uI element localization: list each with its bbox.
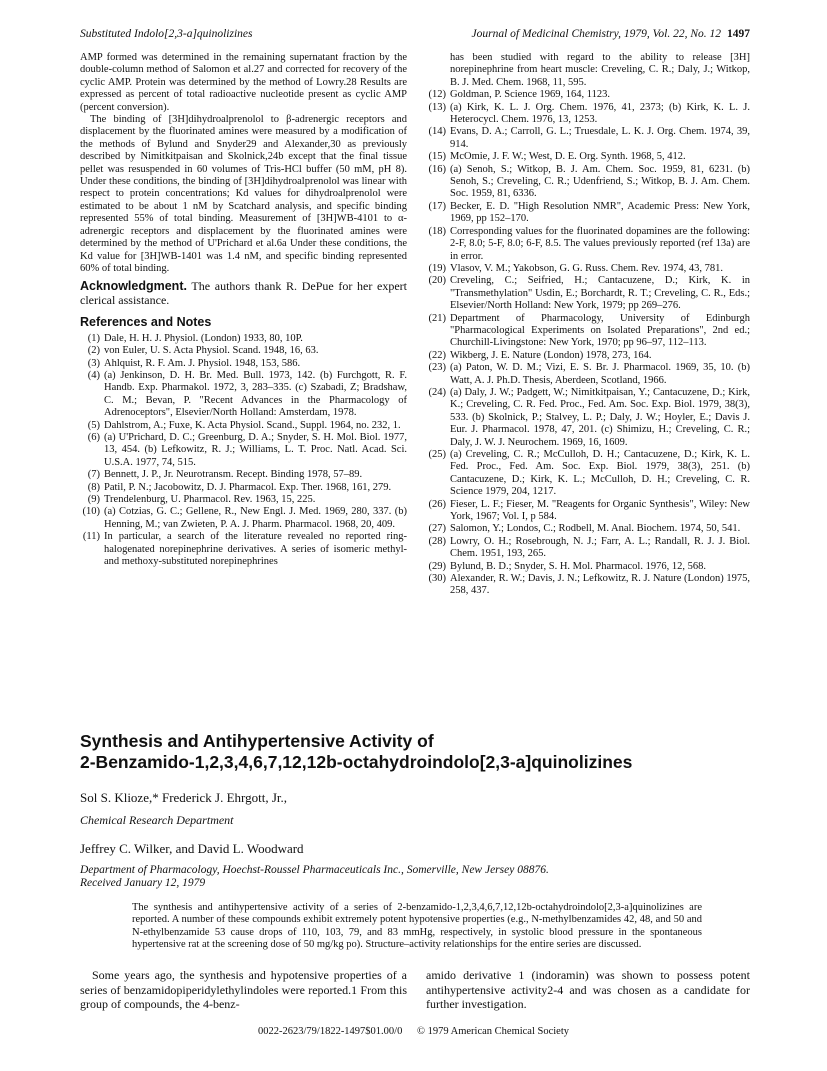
reference-item [80, 531, 407, 568]
reference-item [426, 201, 750, 226]
page-number: 1497 [727, 28, 750, 40]
reference-number: (29) [428, 560, 446, 572]
reference-number: (14) [428, 126, 446, 138]
reference-text: Lowry, O. H.; Rosebrough, N. J.; Farr, A. L.; Randall, R. J. J. Biol. Chem. 1951, 193, 265. [450, 535, 750, 560]
reference-text: (a) Paton, W. D. M.; Vizi, E. S. Br. J. Pharmacol. 1969, 35, 10. (b) Watt, A. J. Ph.D. Thesis, Aberdeen, Scotland, 1966. [450, 362, 750, 386]
acknowledgment-label: Acknowledgment. [80, 279, 187, 294]
reference-item [426, 362, 750, 387]
reference-text: (a) Senoh, S.; Witkop, B. J. Am. Chem. Soc. 1959, 81, 6231. (b) Senoh, S.; Creveling, C. R.; Udenfriend, S.; Witkop, B. J. Am. Chem. Soc. 1959, 81, 6336. [450, 163, 750, 200]
reference-text: Wikberg, J. E. Nature (London) 1978, 273, 164. [450, 349, 652, 361]
journal-citation: Journal of Medicinal Chemistry, 1979, Vol. 22, No. 12 [471, 28, 721, 40]
reference-number: (8) [87, 481, 100, 493]
reference-text: Creveling, C.; Seifried, H.; Cantacuzene, D.; Kirk, K. in "Transmethylation" Usdin, E.; Borchardt, R. T.; Creveling, C. R., Eds.; Elsevier/North Holland: New York, 1979; pp 269–276. [450, 275, 750, 312]
reference-number: (5) [87, 419, 100, 431]
reference-number: (13) [428, 101, 446, 113]
reference-text: Vlasov, V. M.; Yakobson, G. G. Russ. Chem. Rev. 1974, 43, 781. [450, 262, 724, 274]
reference-text: (a) Kirk, K. L. J. Org. Chem. 1976, 41, 2373; (b) Kirk, K. L. J. Heterocycl. Chem. 1976, 13, 1253. [450, 101, 750, 126]
reference-item [80, 494, 407, 506]
reference-item [426, 387, 750, 449]
reference-item [426, 536, 750, 561]
reference-text: (a) Jenkinson, D. H. Br. Med. Bull. 1973, 142. (b) Furchgott, R. F. Handb. Exp. Pharmakol. 1972, 3, 283–335. (c) Szabadi, Z; Bradshaw, C. M.; Bevan, P. "Recent Advances in the Pharmacology of Adrenoceptors", Elsevier/North Holland: Amsterdam, 1978. [104, 369, 407, 419]
reference-number: (16) [428, 163, 446, 175]
article-title-line1: Synthesis and Antihypertensive Activity of [80, 731, 434, 751]
reference-text: In particular, a search of the literature revealed no reported ring-halogenated norepinephrine derivatives. A series of isomeric methyl- and methoxy-substituted norepinephrines [104, 531, 407, 568]
intro-left: Some years ago, the synthesis and hypotensive properties of a series of benzamidopiperidylethylindoles were reported.1 From this group of compounds, the 4-benz- [80, 968, 407, 1011]
reference-number: (9) [87, 494, 100, 505]
reference-number: (10) [82, 506, 100, 518]
reference-text: Department of Pharmacology, University of Edinburgh "Pharmacological Experiments on Isolated Preparations", 2nd ed.; Churchill-Livingstone: New York, 1970; pp 96–97, 112–113. [450, 312, 750, 349]
reference-number: (11) [82, 531, 100, 543]
copyright: © 1979 American Chemical Society [416, 1026, 570, 1037]
reference-item [426, 350, 750, 362]
reference-item [80, 469, 407, 481]
reference-number: (17) [428, 200, 446, 212]
reference-item [80, 358, 407, 370]
reference-text: Fieser, L. F.; Fieser, M. "Reagents for Organic Synthesis", Wiley: New York, 1967; Vol. I, p 584. [450, 498, 750, 523]
reference-text: Dale, H. H. J. Physiol. (London) 1933, 80, 10P. [104, 332, 303, 344]
reference-number: (25) [428, 449, 446, 460]
running-head [80, 28, 750, 40]
article-header [80, 731, 750, 951]
references-list-right [426, 89, 750, 598]
reference-text: Evans, D. A.; Carroll, G. L.; Truesdale, L. K. J. Org. Chem. 1974, 39, 914. [450, 126, 750, 150]
reference-text: (a) Daly, J. W.; Padgett, W.; Nimitkitpaisan, Y.; Cantacuzene, D.; Kirk, K.; Creveling, C. R. Fed. Proc., Fed. Am. Soc. Exp. Biol. 1979, 38(3), 533. (b) Skolnick, P.; Stalvey, L. P.; Daly, J. W.; Hoyler, E.; Davis J. Eur. J. Pharmacol. 1978, 47, 201. (c) Shimizu, H.; Creveling, C. R.; Daly, J. W. J. Neurochem. 1969, 16, 1609. [450, 386, 750, 448]
reference-continuation: has been studied with regard to the ability to release [3H] norepinephrine from heart muscle: Creveling, C. R.; Daly, J.; Witkop, B. J. Med. Chem. 1968, 11, 595. [450, 52, 750, 88]
reference-item [426, 499, 750, 524]
reference-number: (4) [87, 369, 100, 381]
reference-text: Ahlquist, R. F. Am. J. Physiol. 1948, 153, 586. [104, 357, 301, 369]
references-heading: References and Notes [80, 315, 212, 330]
reference-text: Goldman, P. Science 1969, 164, 1123. [450, 89, 611, 101]
reference-text: Dahlstrom, A.; Fuxe, K. Acta Physiol. Scand., Suppl. 1964, no. 232, 1. [104, 419, 401, 431]
reference-text: Becker, E. D. "High Resolution NMR", Academic Press: New York, 1969, pp 152–170. [450, 200, 750, 225]
reference-text: (a) U'Prichard, D. C.; Greenburg, D. A.; Snyder, S. H. Mol. Biol. 1977, 13, 454. (b) Lefkowitz, R. J.; Williams, L. T. Proc. Natl. Acad. Sci. U.S.A. 1977, 74, 515. [104, 431, 407, 468]
reference-item [426, 126, 750, 151]
author-list-2: Jeffrey C. Wilker, and David L. Woodward [80, 841, 304, 856]
reference-number: (12) [428, 89, 446, 101]
reference-text: Alexander, R. W.; Davis, J. N.; Lefkowitz, R. J. Nature (London) 1975, 258, 437. [450, 573, 750, 597]
reference-number: (1) [87, 332, 100, 344]
reference-text: Patil, P. N.; Jacobowitz, D. J. Pharmacol. Exp. Ther. 1968, 161, 279. [104, 481, 392, 493]
affiliation: Department of Pharmacology, Hoechst-Roussel Pharmaceuticals Inc., Somerville, New Jersey 08876. [80, 864, 549, 876]
department-2 [80, 864, 750, 890]
department-1: Chemical Research Department [80, 813, 234, 827]
reference-text: (a) Creveling, C. R.; McCulloh, D. H.; Cantacuzene, D.; Kirk, K. L. Fed. Proc., Fed. Am. Soc. Exp. Biol. 1979, 38(3), 251. (b) Cantacuzene, D.; Kirk, K. L.; McCulloh, D. H.; Creveling, C. R. Science 1979, 204, 1217. [450, 449, 750, 498]
intro-right: amido derivative 1 (indoramin) was shown to possess potent antihypertensive activity2-4 and was chosen as a candidate for further investigation. [426, 968, 750, 1011]
reference-item [80, 432, 407, 469]
reference-number: (23) [428, 362, 446, 374]
running-head-left: Substituted Indolo[2,3-a]quinolizines [80, 28, 253, 40]
reference-item [80, 345, 407, 357]
reference-number: (30) [428, 573, 446, 585]
references-list-left [80, 333, 407, 569]
reference-number: (3) [87, 357, 100, 369]
running-head-right [472, 28, 750, 40]
reference-item [80, 333, 407, 345]
reference-text: Salomon, Y.; Londos, C.; Rodbell, M. Anal. Biochem. 1974, 50, 541. [450, 523, 741, 535]
received-date: Received January 12, 1979 [80, 877, 206, 889]
reference-text: Bennett, J. P., Jr. Neurotransm. Recept. Binding 1978, 57–89. [104, 469, 363, 481]
left-column [80, 52, 407, 568]
reference-text: (a) Cotzias, G. C.; Gellene, R., New Engl. J. Med. 1969, 280, 337. (b) Henning, M.; van Zwieten, P. A. J. Pharm. Pharmacol. 1968, 20, 409. [104, 506, 407, 530]
reference-number: (2) [87, 345, 100, 357]
reference-number: (24) [428, 386, 446, 398]
author-list-1: Sol S. Klioze,* Frederick J. Ehrgott, Jr., [80, 790, 288, 805]
body-paragraph: AMP formed was determined in the remaining supernatant fraction by the double-column method of Salomon et al.27 and corrected for recovery of the cyclic AMP. Protein was determined by the method of Lowry.28 Results are expressed as percent of total radioactive nucleotide present as cyclic AMP (percent conversion). [80, 52, 407, 113]
reference-number: (26) [428, 498, 446, 510]
abstract: The synthesis and antihypertensive activity of a series of 2-benzamido-1,2,3,4,6,7,12,12b-octahydroindolo[2,3-a]quinolizines are reported. A number of these compounds exhibit extremely potent hypotensive properties (e.g., N-methylbenzamides 42, 48, and 50 and N-ethylbenzamide 53 cause drops of 110, 103, 79, and 83 mmHg, respectively, in systolic blood pressure in the spontaneous hypertensive rat at the screening dose of 50 mg/kg po). Structure–activity relationships for the entire series are discussed. [132, 902, 702, 950]
reference-number: (20) [428, 275, 446, 287]
reference-item [80, 370, 407, 420]
reference-number: (15) [428, 151, 446, 163]
reference-item [426, 164, 750, 201]
reference-item [426, 151, 750, 163]
acknowledgment-text: The authors thank R. DePue for her expert clerical assistance. [80, 279, 407, 307]
reference-number: (6) [87, 431, 100, 443]
reference-number: (19) [428, 262, 446, 274]
reference-item [80, 420, 407, 432]
reference-item [426, 89, 750, 101]
reference-item [426, 561, 750, 573]
reference-item [80, 506, 407, 531]
reference-number: (7) [87, 469, 100, 481]
reference-text: Corresponding values for the fluorinated dopamines are the following: 2-F, 8.0; 5-F, 8.0; 6-F, 8.5. The values previously reported (ref 13a) are in error. [450, 225, 750, 262]
reference-text: Bylund, B. D.; Snyder, S. H. Mol. Pharmacol. 1976, 12, 568. [450, 560, 706, 572]
reference-item [426, 573, 750, 598]
reference-item [80, 482, 407, 494]
reference-text: McOmie, J. F. W.; West, D. E. Org. Synth. 1968, 5, 412. [450, 151, 686, 163]
reference-item [426, 275, 750, 312]
reference-number: (28) [428, 535, 446, 547]
article-code: 0022-2623/79/1822-1497$01.00/0 [257, 1026, 403, 1037]
acknowledgment [80, 280, 407, 307]
reference-item [426, 102, 750, 127]
reference-item [426, 523, 750, 535]
page-footer [0, 1026, 827, 1037]
right-column [426, 52, 750, 598]
reference-item [426, 449, 750, 499]
reference-number: (18) [428, 225, 446, 237]
article-title [80, 731, 750, 773]
body-paragraph: The binding of [3H]dihydroalprenolol to β-adrenergic receptors and displacement by the fluorinated amines were measured by a modification of the methods of Bylund and Snyder29 and Alexander,30 as previously described by Nimitkitpaisan and Skolnick,24b except that the final tissue pellet was resuspended in 60 volumes of Tris-HCl buffer (50 mM, pH 8). Under these conditions, the binding of [3H]dihydroalprenolol was linear with respect to protein concentrations; Kd values for dihydroalprenolol were estimated to be about 1 nM by Scatchard analysis, and specific binding represented 55% of total binding. Measurement of [3H]WB-4101 to α-adrenergic receptors and displacement by the fluorinated amines were determined by the method of U'Prichard et al.6a Under these conditions, the Kd value for [3H]WB-1401 was 1.4 nM, and specific binding represented 60% of total binding. [80, 114, 407, 274]
reference-number: (21) [428, 312, 446, 324]
reference-number: (27) [428, 523, 446, 535]
reference-number: (22) [428, 349, 446, 361]
reference-item [426, 226, 750, 263]
reference-text: Trendelenburg, U. Pharmacol. Rev. 1963, 15, 225. [104, 494, 316, 505]
article-title-line2: 2-Benzamido-1,2,3,4,6,7,12,12b-octahydroindolo[2,3-a]quinolizines [80, 752, 633, 772]
reference-item [426, 313, 750, 350]
reference-text: von Euler, U. S. Acta Physiol. Scand. 1948, 16, 63. [104, 345, 319, 357]
reference-item [426, 263, 750, 275]
